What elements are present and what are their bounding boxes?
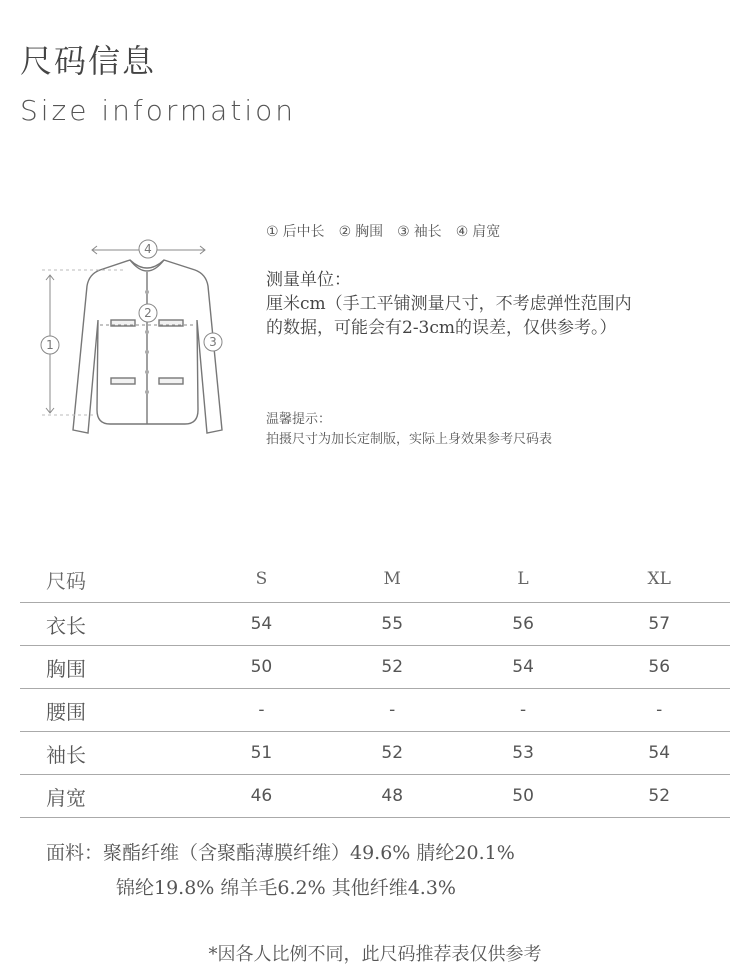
table-row	[20, 689, 730, 732]
table-cell: 50	[458, 775, 589, 818]
table-cell: 46	[196, 775, 327, 818]
row-label: 胸围	[20, 646, 196, 689]
measurement-unit-note	[266, 268, 736, 340]
marker-1: 1	[46, 338, 54, 352]
row-label: 衣长	[20, 603, 196, 646]
table-cell: 54	[588, 732, 730, 775]
unit-line-2: 的数据，可能会有2-3cm的误差，仅供参考。）	[266, 318, 617, 338]
size-table	[20, 556, 730, 818]
table-cell: 56	[588, 646, 730, 689]
table-cell: 54	[458, 646, 589, 689]
legend-item: ① 后中长	[266, 224, 325, 240]
table-cell: 48	[327, 775, 458, 818]
table-header-cell: 尺码	[20, 556, 196, 603]
table-cell: -	[196, 689, 327, 732]
table-cell: 57	[588, 603, 730, 646]
page-title-en: Size information	[20, 94, 296, 127]
table-row	[20, 603, 730, 646]
table-cell: -	[327, 689, 458, 732]
row-label: 袖长	[20, 732, 196, 775]
row-label: 肩宽	[20, 775, 196, 818]
unit-heading: 测量单位：	[266, 270, 351, 290]
table-cell: 52	[588, 775, 730, 818]
table-row	[20, 732, 730, 775]
table-header-cell: M	[327, 556, 458, 603]
table-header-cell: L	[458, 556, 589, 603]
table-cell: -	[588, 689, 730, 732]
unit-line-1: 厘米cm（手工平铺测量尺寸，不考虑弹性范围内	[266, 294, 632, 314]
table-cell: 54	[196, 603, 327, 646]
fabric-line-1: 面料：聚酯纤维（含聚酯薄膜纤维）49.6% 腈纶20.1%	[46, 842, 515, 864]
table-cell: 56	[458, 603, 589, 646]
measurement-legend	[266, 221, 500, 241]
disclaimer-note: *因各人比例不同，此尺码推荐表仅供参考	[208, 944, 542, 965]
fabric-line-2: 锦纶19.8% 绵羊毛6.2% 其他纤维4.3%	[116, 877, 456, 899]
table-header-row	[20, 556, 730, 603]
table-cell: 52	[327, 646, 458, 689]
table-cell: 55	[327, 603, 458, 646]
table-row	[20, 775, 730, 818]
marker-4: 4	[144, 242, 152, 256]
row-label: 腰围	[20, 689, 196, 732]
table-header-cell: XL	[588, 556, 730, 603]
tip-note	[266, 410, 552, 450]
table-cell: -	[458, 689, 589, 732]
jacket-diagram	[30, 230, 240, 450]
legend-item: ② 胸围	[338, 224, 384, 240]
table-cell: 53	[458, 732, 589, 775]
legend-item: ③ 袖长	[397, 224, 442, 240]
table-cell: 52	[327, 732, 458, 775]
page-title-cn: 尺码信息	[20, 42, 157, 80]
table-row	[20, 646, 730, 689]
legend-item: ④ 肩宽	[455, 224, 501, 240]
table-cell: 50	[196, 646, 327, 689]
table-header-cell: S	[196, 556, 327, 603]
tip-line-1: 拍摄尺寸为加长定制版，实际上身效果参考尺码表	[266, 432, 553, 447]
marker-2: 2	[144, 306, 152, 320]
table-cell: 51	[196, 732, 327, 775]
tip-heading: 温馨提示：	[266, 412, 332, 427]
marker-3: 3	[209, 335, 217, 349]
